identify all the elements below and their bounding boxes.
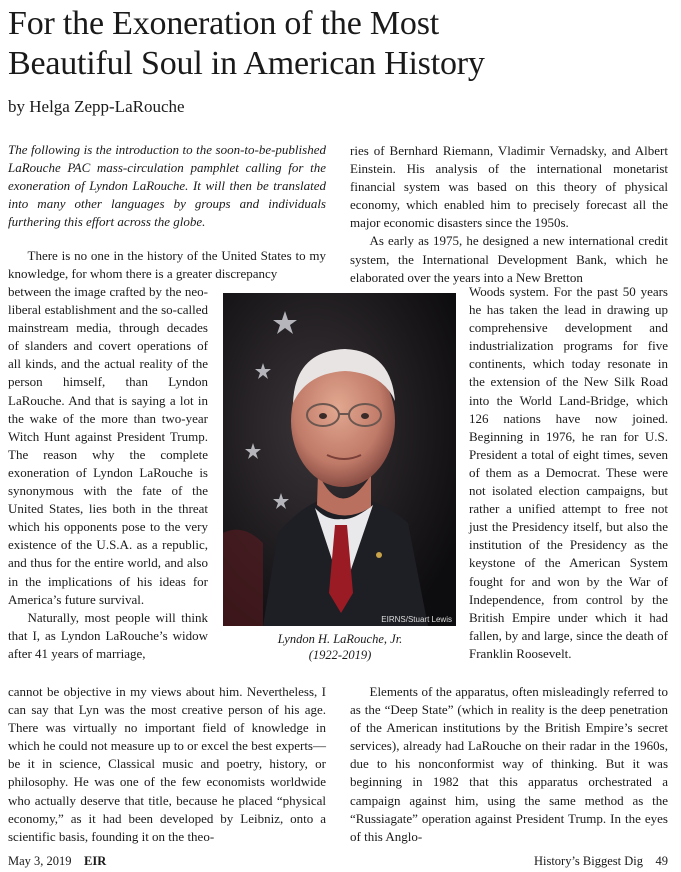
left-paragraph-2-start: Naturally, most people will think that I, as Lyndon LaRouche’s widow after 41 years of marriage, (8, 609, 208, 661)
left-paragraph-1-continued: between the image crafted by the neo-liberal establishment and the so-called mainstream media, through decades of slanders and covert operations of all kinds, and the actual reality of the person himself, than Lyndon LaRouche. And that is saying a lot in the wake of the more than two-year Witch Hunt against President Trump. The reason why the complete exoneration of Lyndon LaRouche is synonymous with the fate of the United States, lies both in the threat which his opponents pose to the very existence of the U.S.A. as a republic, and thus for the entire world, and also in the implications of his ideas for America’s future survival. (8, 284, 208, 607)
portrait-photo (223, 293, 456, 626)
left-paragraph-text: There is no one in the history of the United States to my knowledge, for whom there is a greater discrepancy (8, 248, 326, 282)
left-bottom-text (8, 683, 326, 846)
footer-left (8, 854, 106, 869)
portrait-illustration (223, 293, 456, 626)
right-wrapped-text (469, 283, 668, 663)
footer-right (534, 854, 668, 869)
left-paragraph-1-start (8, 247, 326, 283)
page-number: 49 (655, 854, 668, 868)
right-paragraph-2-start: As early as 1975, he designed a new international credit system, the International Development Bank, which he elaborated over the years into a New Bretton (350, 233, 668, 285)
footer-date: May 3, 2019 (8, 854, 72, 868)
footer-publication: EIR (84, 854, 107, 868)
photo-caption (232, 631, 448, 663)
footer-section: History’s Biggest Dig (533, 854, 643, 868)
caption-name: Lyndon H. LaRouche, Jr. (277, 632, 403, 646)
right-paragraph-1: ries of Bernhard Riemann, Vladimir Vernadsky, and Albert Einstein. His analysis of the international monetarist financial system was based on this theory of physical economy, which enabled him to precisely forecast all the major economic disasters since the 1950s. (350, 143, 668, 231)
right-top-text (350, 142, 668, 287)
left-wrapped-text (8, 283, 208, 663)
right-paragraph-3: Elements of the apparatus, often misleadingly referred to as the “Deep State” (which in reality is the deep penetration of the American institutions by the British Empire’s secret services), already had LaRouche on their radar in the 1960s, due to his nonconformist way of thinking. But it was beginning in 1982 that this apparatus orchestrated a campaign against him, using the same method as the “Russiagate” operation against President Trump. In the eyes of this Anglo- (350, 684, 668, 844)
left-paragraph-2-continued: cannot be objective in my views about him. Nevertheless, I can say that Lyn was the most creative person of his age. There was virtually no important field of knowledge in which he could not measure up to or excel the best experts—be it in science, Classical music and poetry, history, or philosophy. He was one of the few economists worldwide who actually deserve that title, because he placed “physical economy,” as it had been developed by Leibniz, onto a scientific basis, founding it on the theo- (8, 684, 326, 844)
article-title: For the Exoneration of the Most Beautiful Soul in American History (8, 5, 485, 82)
byline: by Helga Zepp-LaRouche (8, 97, 185, 116)
intro-paragraph: The following is the introduction to the soon-to-be-published LaRouche PAC mass-circulation pamphlet calling for the exoneration of Lyndon LaRouche. It will then be translated into many other languages by groups and individuals furthering this effort across the globe. (8, 142, 326, 230)
right-paragraph-2-continued: Woods system. For the past 50 years he has taken the lead in drawing up comprehensive development and industrialization programs for five continents, which today resonate in the extension of the New Silk Road into the World Land-Bridge, which 126 nations have now joined. Beginning in 1976, he ran for U.S. President a total of eight times, seven of them as a Democrat. These were not isolated election campaigns, but rather a unified attempt to free not just the Presidency itself, but also the institution of the Presidency as the keystone of the American System fought for and won by the War of Independence, from control by the British Empire under which it had fallen, by and large, since the death of Franklin Roosevelt. (469, 284, 668, 661)
right-bottom-text (350, 683, 668, 846)
caption-years: (1922-2019) (308, 648, 372, 662)
photo-credit: EIRNS/Stuart Lewis (381, 615, 452, 624)
